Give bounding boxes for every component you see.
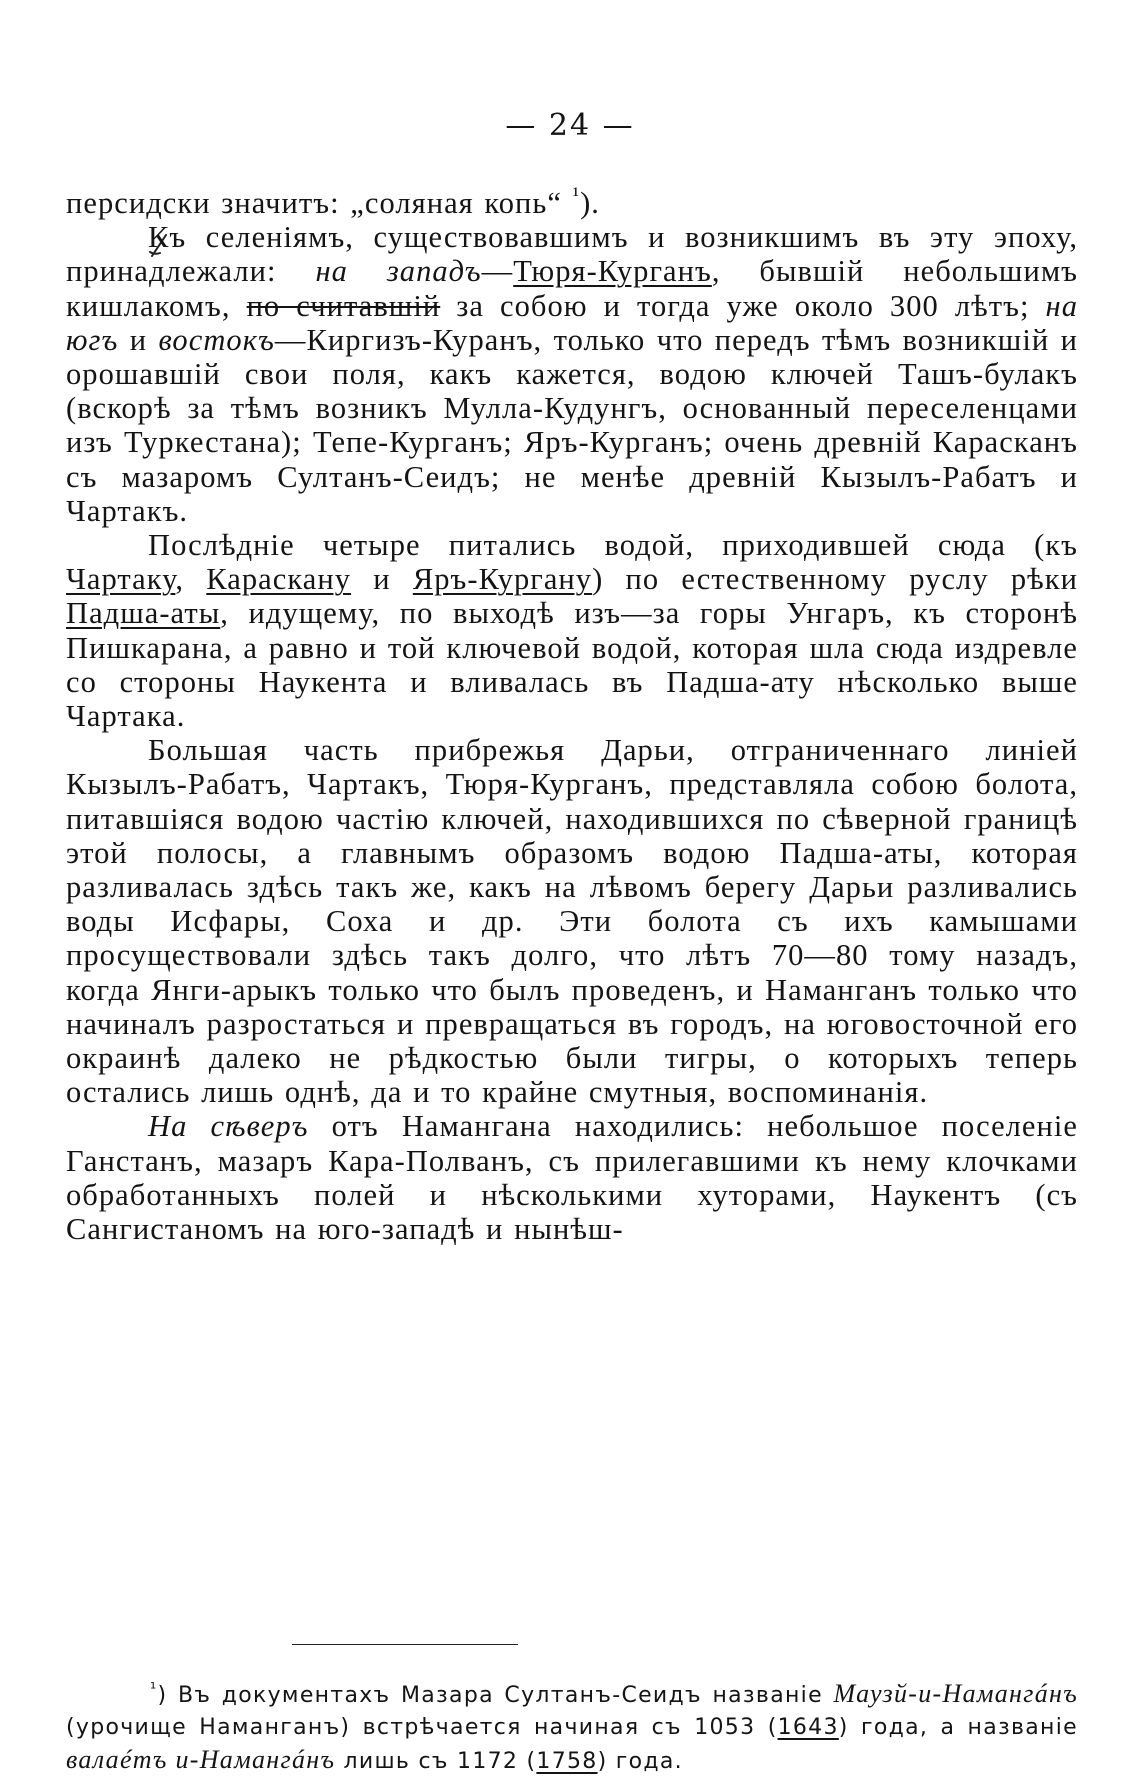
text-run: персидски значитъ: „соляная копь“ xyxy=(66,186,573,220)
text-run: ). xyxy=(580,186,600,220)
text-run: отъ Намангана находились: небольшое поселеніе Ганстанъ, мазаръ Кара-Полванъ, съ прилегавшими къ нему клочками обработанныхъ полей и нѣсколькими хуторами, Наукентъ (съ Сангистаномъ на юго-западѣ и нынѣш- xyxy=(66,1109,1078,1247)
u-text: Тюря-Курганъ xyxy=(513,254,712,289)
main-text xyxy=(66,182,1078,1247)
paragraph xyxy=(66,1109,1078,1246)
u-text: 1643 xyxy=(777,1715,839,1740)
u-text: 1758 xyxy=(536,1749,598,1774)
footnote-marker: ¹ xyxy=(150,1679,158,1698)
text-run: Къ селеніямъ, существовавшимъ и возникшимъ въ эту эпоху, принадлежали: xyxy=(66,220,1078,289)
text-run: ) по естественному руслу рѣки xyxy=(592,562,1078,597)
text-run: ) Въ документахъ Мазара Султанъ-Сеидъ названіе xyxy=(157,1683,834,1708)
text-run: , идущему, по выходѣ изъ—за горы Унгаръ, къ сторонѣ Пишкарана, а равно и той ключевой водой, которая шла сюда издревле со стороны Наукента и вливалась въ Падша-ату нѣсколько выше Чартака. xyxy=(66,596,1078,734)
text-run: (урочище Наманганъ) встрѣчается начиная съ 1053 ( xyxy=(66,1715,778,1740)
text-run: Послѣдніе четыре питались водой, приходившей сюда (къ xyxy=(148,528,1078,563)
text-run: , xyxy=(175,562,207,597)
footnote-marker: ¹ xyxy=(572,182,581,207)
it-text: на югъ xyxy=(66,288,1078,357)
footnote xyxy=(66,1678,1078,1778)
text-run: лишь съ 1172 ( xyxy=(335,1749,537,1774)
it-text: востокъ xyxy=(158,322,275,357)
it-text: Маузй-и-Намангáнъ xyxy=(833,1679,1078,1708)
it-text: на западъ xyxy=(315,254,482,289)
text-run: за собою и тогда уже около 300 лѣтъ; xyxy=(440,288,1046,323)
it-text: На сѣверъ xyxy=(148,1109,309,1144)
paragraph xyxy=(66,220,1078,528)
text-run: —Киргизъ-Куранъ, только что передъ тѣмъ возникшій и орошавшій свои поля, какъ кажется, водою ключей Ташъ-булакъ (вскорѣ за тѣмъ возникъ Мулла-Кудунгъ, основанный переселенцами изъ Туркестана); Тепе-Курганъ; Яръ-Курганъ; очень древній Карасканъ съ мазаромъ Султанъ-Сеидъ; не менѣе древній Кызылъ-Рабатъ и Чартакъ. xyxy=(66,322,1078,528)
paragraph xyxy=(66,182,1078,220)
u-text: Чартаку xyxy=(66,562,176,597)
text-run: ) года. xyxy=(597,1749,683,1774)
paragraph xyxy=(66,528,1078,733)
u-text: Падша-аты xyxy=(66,596,221,631)
strike-text: по считавшій xyxy=(246,288,441,323)
text-run: и xyxy=(118,322,159,357)
paragraph xyxy=(66,733,1078,1109)
text-run: , бывшій небольшимъ кишлакомъ, xyxy=(66,254,1078,323)
text-run: и xyxy=(351,562,413,597)
it-text: валаéтъ и-Намангáнъ xyxy=(66,1745,336,1774)
u-text: Яръ-Кургану xyxy=(412,562,593,597)
u-text: Караскану xyxy=(206,562,352,597)
text-run: — xyxy=(481,254,514,289)
text-run: ) года, а названіе xyxy=(838,1715,1078,1740)
footnote-rule xyxy=(292,1644,518,1645)
footnote-text xyxy=(66,1678,1078,1778)
text-run: Большая часть прибрежья Дарьи, отграниченнаго линіей Кызылъ-Рабатъ, Чартакъ, Тюря-Курганъ, представляла собою болота, питавшіяся водою частію ключей, находившихся по сѣверной границѣ этой полосы, а главнымъ образомъ водою Падша-аты, которая разливалась здѣсь такъ же, какъ на лѣвомъ берегу Дарьи разливались воды Исфары, Соха и др. Эти болота съ ихъ камышами просуществовали здѣсь такъ долго, что лѣтъ 70—80 тому назадъ, когда Янги-арыкъ только что былъ проведенъ, и Наманганъ только что начиналъ разростаться и превращаться въ городъ, на юговосточной его окраинѣ далеко не рѣдкостью были тигры, о которыхъ теперь остались лишь однѣ, да и то крайне смутныя, воспоминанія. xyxy=(66,733,1078,1110)
page-number: — 24 — xyxy=(505,108,635,143)
